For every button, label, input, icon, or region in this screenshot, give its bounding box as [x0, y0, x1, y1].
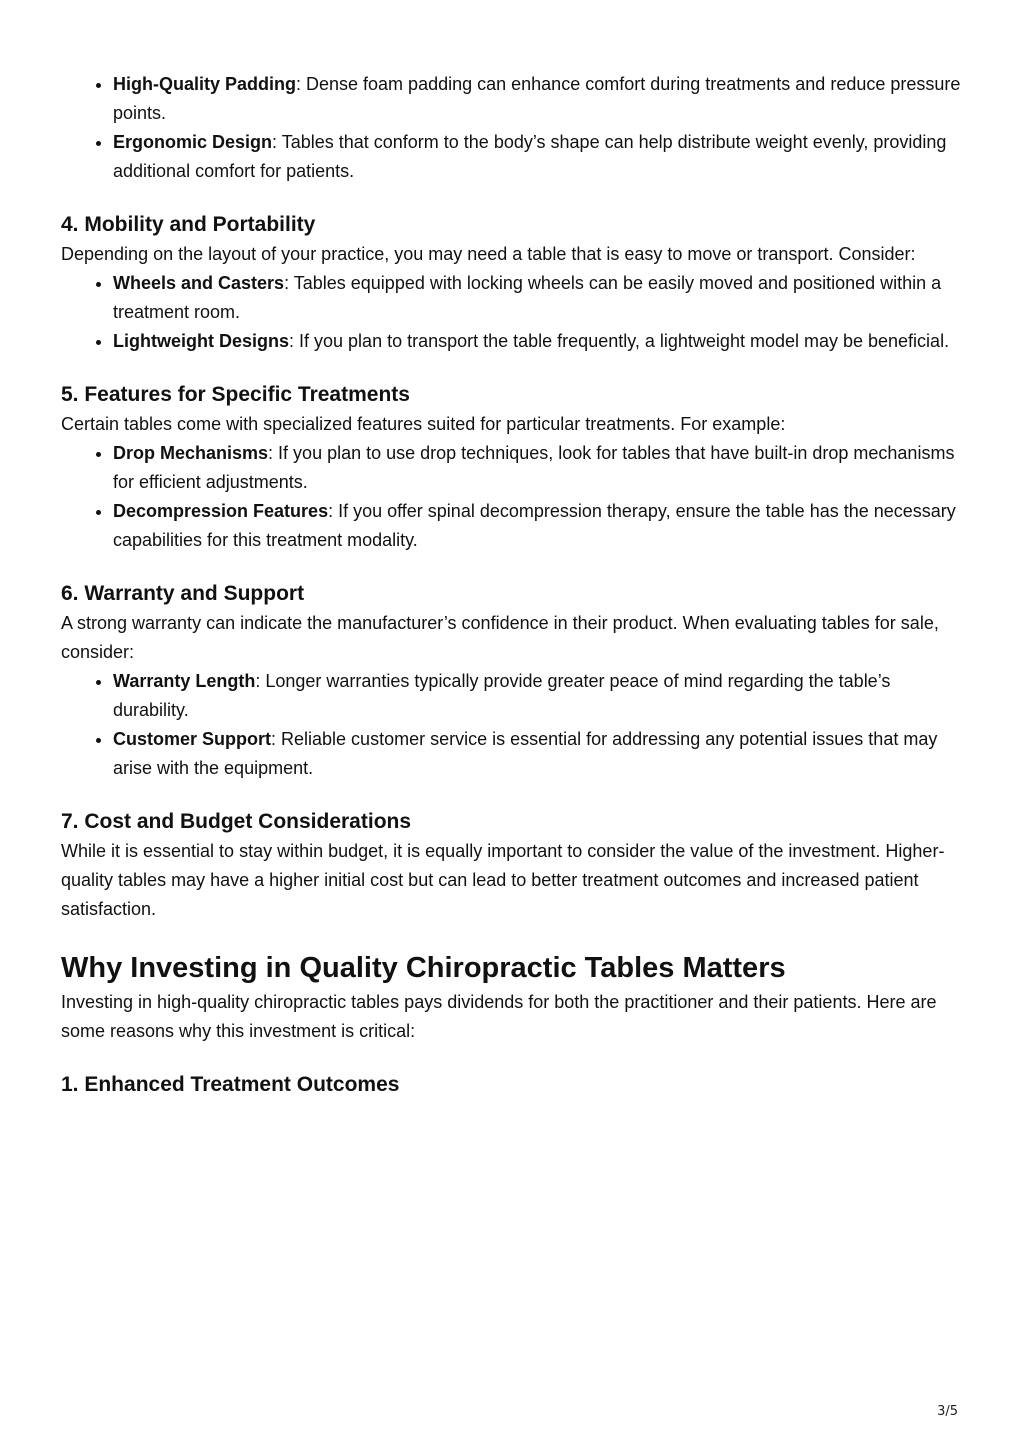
bullet-text: : Tables equipped with locking wheels can be easily moved and positioned within a treatment room. [113, 273, 942, 322]
bullet-list-mobility [61, 269, 966, 356]
list-item [113, 70, 966, 128]
section-intro-mobility: Depending on the layout of your practice, you may need a table that is easy to move or transport. Consider: [61, 244, 916, 264]
list-item [113, 667, 966, 725]
list-item [113, 269, 966, 327]
main-heading-why-invest: Why Investing in Quality Chiropractic Tables Matters [61, 952, 786, 984]
list-item [113, 128, 966, 186]
bullet-term: High-Quality Padding [113, 74, 296, 94]
bullet-term: Warranty Length [113, 671, 256, 691]
bullet-text: : If you plan to transport the table frequently, a lightweight model may be beneficial. [289, 331, 950, 351]
bullet-term: Customer Support [113, 729, 272, 749]
bullet-text: : If you offer spinal decompression therapy, ensure the table has the necessary capabilities for this treatment modality. [113, 501, 956, 550]
bullet-list-warranty [61, 667, 966, 783]
bullet-text: : Longer warranties typically provide greater peace of mind regarding the table’s durability. [113, 671, 891, 720]
page-number: 3/5 [937, 1404, 958, 1419]
section-heading-warranty: 6. Warranty and Support [61, 582, 305, 605]
section-heading-features: 5. Features for Specific Treatments [61, 383, 410, 406]
bullet-term: Wheels and Casters [113, 273, 285, 293]
bullet-list-features [61, 439, 966, 555]
bullet-text: : If you plan to use drop techniques, look for tables that have built-in drop mechanisms for efficient adjustments. [113, 443, 955, 492]
bullet-term: Lightweight Designs [113, 331, 290, 351]
section-intro-warranty: A strong warranty can indicate the manufacturer’s confidence in their product. When evaluating tables for sale, consider: [61, 613, 939, 662]
bullet-text: : Tables that conform to the body’s shape can help distribute weight evenly, providing additional comfort for patients. [113, 132, 947, 181]
bullet-text: : Reliable customer service is essential for addressing any potential issues that may arise with the equipment. [113, 729, 938, 778]
bullet-text: : Dense foam padding can enhance comfort during treatments and reduce pressure points. [113, 74, 961, 123]
section-heading-mobility: 4. Mobility and Portability [61, 213, 316, 236]
document-page [61, 70, 966, 1100]
section-intro-why-invest: Investing in high-quality chiropractic tables pays dividends for both the practitioner and their patients. Here are some reasons why this investment is critical: [61, 992, 937, 1041]
list-item [113, 439, 966, 497]
section-intro-cost: While it is essential to stay within budget, it is equally important to consider the value of the investment. Higher-quality tables may have a higher initial cost but can lead to better treatment outcomes and increased patient satisfaction. [61, 841, 945, 919]
section-heading-outcomes: 1. Enhanced Treatment Outcomes [61, 1073, 400, 1096]
list-item [113, 497, 966, 555]
list-item [113, 725, 966, 783]
list-item [113, 327, 966, 356]
bullet-term: Decompression Features [113, 501, 329, 521]
bullet-list-comfort [61, 70, 966, 186]
section-heading-cost: 7. Cost and Budget Considerations [61, 810, 412, 833]
bullet-term: Ergonomic Design [113, 132, 273, 152]
bullet-term: Drop Mechanisms [113, 443, 269, 463]
section-intro-features: Certain tables come with specialized features suited for particular treatments. For example: [61, 414, 786, 434]
